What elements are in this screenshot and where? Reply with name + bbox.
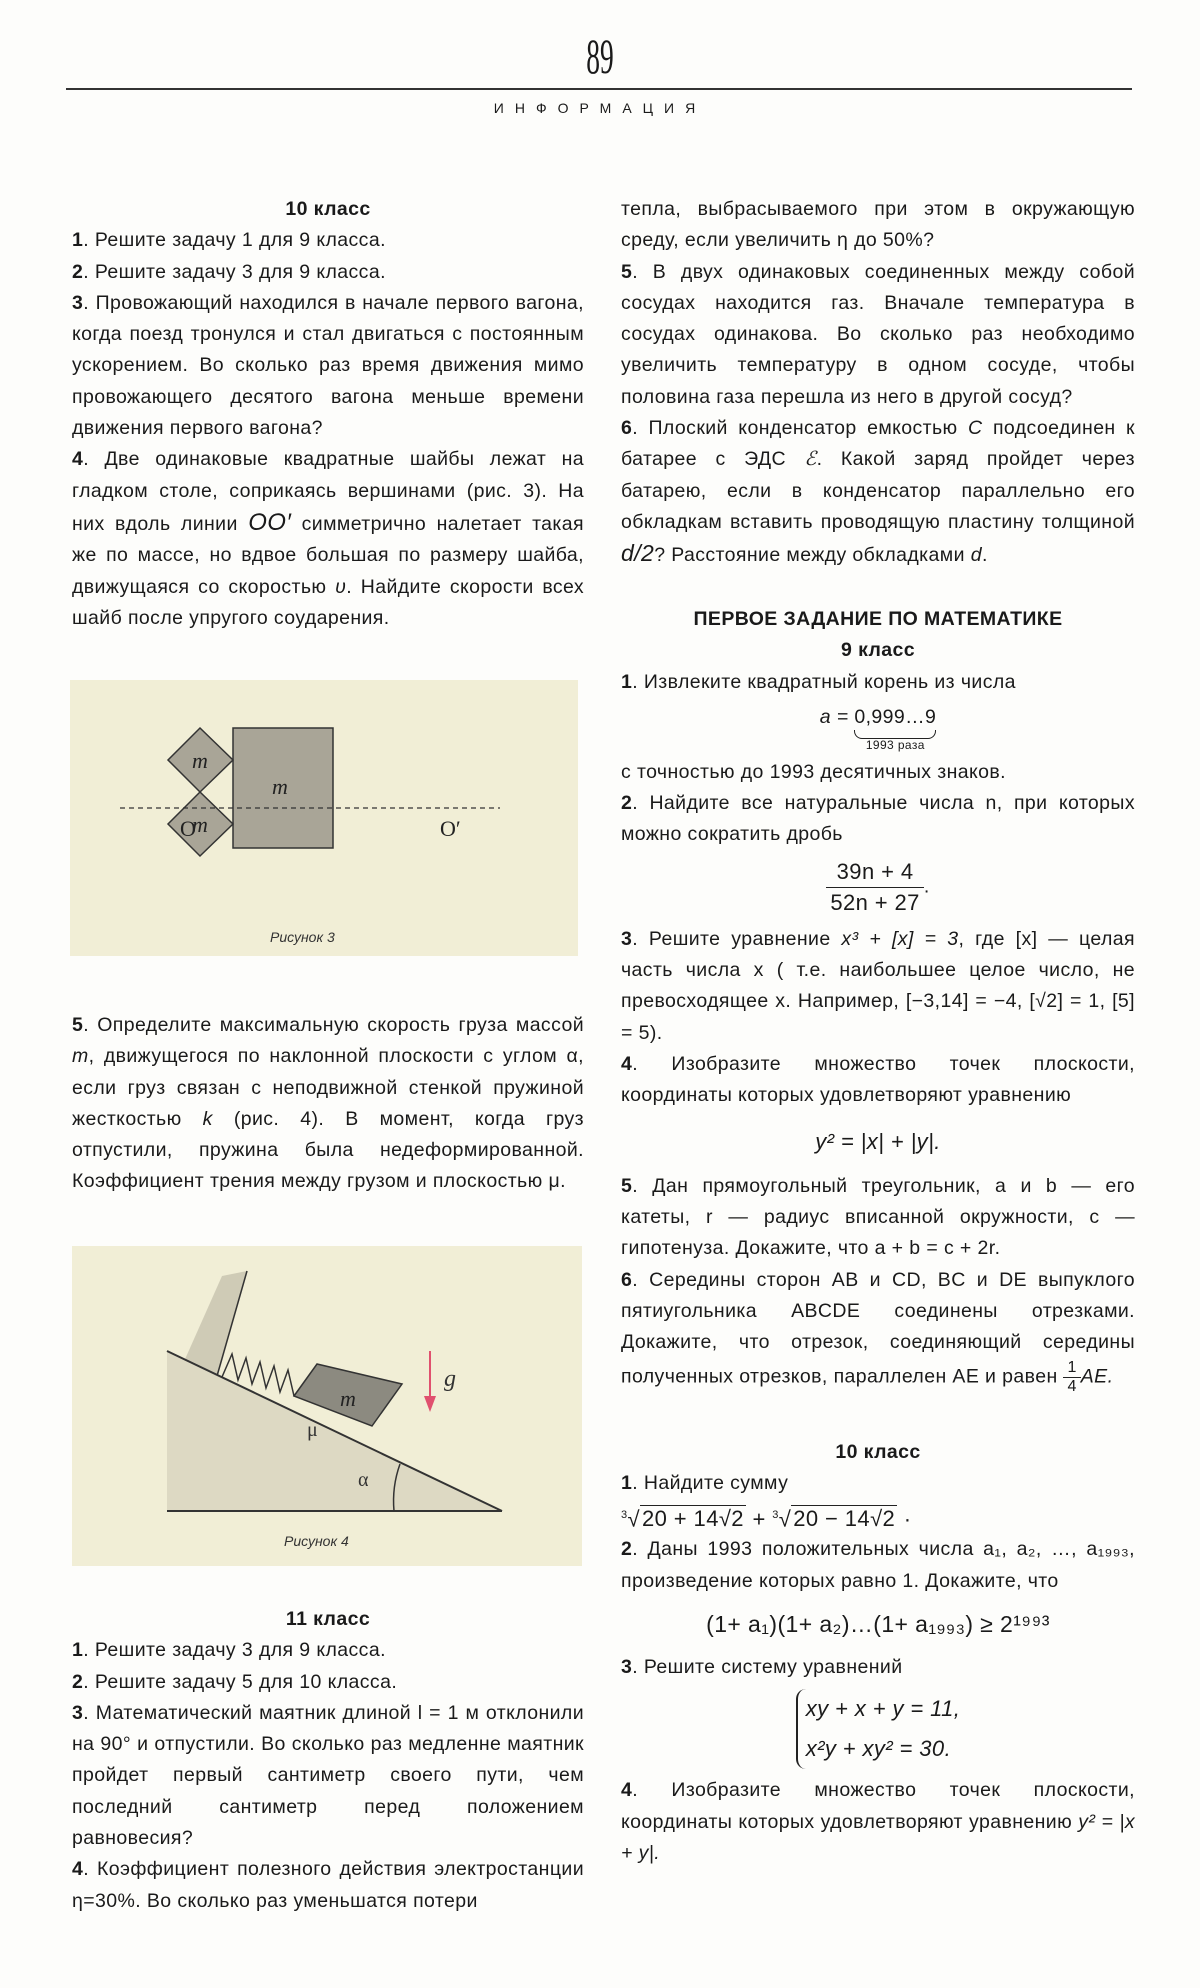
- label-alpha: α: [358, 1469, 369, 1491]
- problem: 6. Плоский конденсатор емкостью C подсоединен к батарее с ЭДС ℰ. Какой заряд пройдет через батарею, если в конденсатор параллельно его обкладкам вставить проводящую пластину толщиной d/2? Расстояние между обкладками d.: [621, 417, 1135, 567]
- physics-grade10-p5: [72, 1010, 584, 1198]
- problem: 2. Найдите все натуральные числа n, при которых можно сократить дробь: [621, 792, 1135, 846]
- equation: a = 0,999…9 1993 раза: [819, 705, 937, 752]
- paragraph: тепла, выбрасываемого при этом в окружающую среду, если увеличить η до 50%?: [621, 198, 1135, 252]
- problem: 3. Провожающий находился в начале первого вагона, когда поезд тронулся и стал двигаться с постоянным ускорением. Во сколько раз время движения мимо провожающего десятого вагона меньше времени движения первого вагона?: [72, 291, 584, 440]
- physics-grade10: [72, 194, 584, 634]
- subheading: 10 класс: [835, 1441, 921, 1463]
- heading: 10 класс: [285, 198, 371, 220]
- problem: 2. Решите задачу 3 для 9 класса.: [72, 260, 386, 283]
- gravity-arrow-head: [424, 1396, 436, 1412]
- label-o-prime: O′: [440, 816, 461, 841]
- label-g: g: [444, 1366, 456, 1392]
- problem: 4. Изобразите множество точек плоскости, координаты которых удовлетворяют уравнению y² = |x + y|.: [621, 1779, 1135, 1864]
- equation: (1+ a₁)(1+ a₂)…(1+ a₁₉₉₃) ≥ 2¹⁹⁹³: [706, 1610, 1050, 1637]
- problem: 1. Извлеките квадратный корень из числа: [621, 670, 1016, 693]
- problem: 2. Даны 1993 положительных числа a₁, a₂, …, a₁₉₉₃, произведение которых равно 1. Докажите, что: [621, 1538, 1135, 1592]
- label-m: m: [192, 812, 208, 837]
- label-o: O: [180, 816, 196, 841]
- problem: 3. Решите уравнение x³ + [x] = 3, где [x] — целая часть числа x ( т.е. наибольшее целое число, не превосходящее x. Например, [−3,14] = −4, [√2] = 1, [5] = 5).: [621, 927, 1135, 1044]
- figure-caption: Рисунок 3: [270, 929, 335, 945]
- subheading: 9 класс: [841, 639, 915, 662]
- math-grade10: [621, 1437, 1135, 1869]
- equation: $^3$√20 + 14√2 + $^3$√20 − 14√2 ·: [621, 1505, 912, 1531]
- section-title: ИНФОРМАЦИЯ: [493, 100, 707, 116]
- label-mu: μ: [307, 1419, 318, 1441]
- label-m: m: [192, 748, 208, 773]
- figure-4: [72, 1246, 582, 1566]
- physics-continued: [621, 194, 1135, 572]
- label-m: m: [272, 774, 288, 799]
- problem: 1. Найдите сумму: [621, 1472, 789, 1495]
- heading: 11 класс: [285, 1608, 371, 1630]
- problem: 5. Определите максимальную скорость груза массой m, движущегося по наклонной плоскости с углом α, если груз связан с неподвижной стенкой пружиной жесткостью k (рис. 4). В момент, когда груз отпустили, пружина была недеформированной. Коэффициент трения между грузом и плоскостью μ.: [72, 1014, 585, 1193]
- heading: ПЕРВОЕ ЗАДАНИЕ ПО МАТЕМАТИКЕ: [693, 608, 1063, 630]
- problem: 4. Коэффициент полезного действия электростанции η=30%. Во сколько раз уменьшатся потери: [72, 1858, 584, 1912]
- problem: 3. Математический маятник длиной l = 1 м отклонили на 90° и отпустили. Во сколько раз медленне маятник пройдет первый сантиметр своего пути, чем последний сантиметр перед положением равновесия?: [72, 1701, 584, 1850]
- problem: 4. Две одинаковые квадратные шайбы лежат на гладком столе, соприкаясь вершинами (рис. 3). На них вдоль линии OO′ симметрично налетает такая же по массе, но вдвое большая по размеру шайба, движущаяся со скоростью υ. Найдите скорости всех шайб после упругого соударения.: [72, 448, 584, 629]
- equation-system: xy + x + y = 11, x²y + xy² = 30.: [621, 1689, 1135, 1769]
- problem: 3. Решите систему уравнений: [621, 1656, 903, 1679]
- problem: 5. Дан прямоугольный треугольник, a и b — его катеты, r — радиус вписанной окружности, c — гипотенуза. Докажите, что a + b = c + 2r.: [621, 1174, 1135, 1260]
- header-rule: [66, 88, 1132, 90]
- page-number: 89: [586, 28, 614, 84]
- equation: y² = |x| + |y|.: [815, 1128, 941, 1154]
- figure-3: [70, 680, 578, 956]
- problem: 2. Решите задачу 5 для 10 класса.: [72, 1670, 398, 1693]
- wall: [182, 1271, 247, 1376]
- problem: 5. В двух одинаковых соединенных между собой сосудах находится газ. Вначале температура в сосудах одинакова. Во сколько раз необходимо увеличить температуру в одном сосуде, чтобы половина газа перешла из него в другой сосуд?: [621, 260, 1135, 408]
- problem: 1. Решите задачу 1 для 9 класса.: [72, 229, 386, 252]
- math-grade9: [621, 604, 1135, 1396]
- paragraph: с точностью до 1993 десятичных знаков.: [621, 760, 1006, 783]
- problem: 6. Середины сторон AB и CD, BC и DE выпуклого пятиугольника ABCDE соединены отрезками. Докажите, что отрезок, соединяющий середины полученных отрезков, параллелен AE и равен $\frac{1}{4}$ AE.: [621, 1268, 1135, 1395]
- physics-grade11: [72, 1604, 584, 1917]
- problem: 1. Решите задачу 3 для 9 класса.: [72, 1639, 386, 1662]
- equation: $\frac{39n + 4}{52n + 27}$ .: [621, 857, 1135, 918]
- label-m: m: [340, 1386, 356, 1411]
- figure-caption: Рисунок 4: [284, 1533, 349, 1549]
- problem: 4. Изобразите множество точек плоскости, координаты которых удовлетворяют уравнению: [621, 1052, 1135, 1107]
